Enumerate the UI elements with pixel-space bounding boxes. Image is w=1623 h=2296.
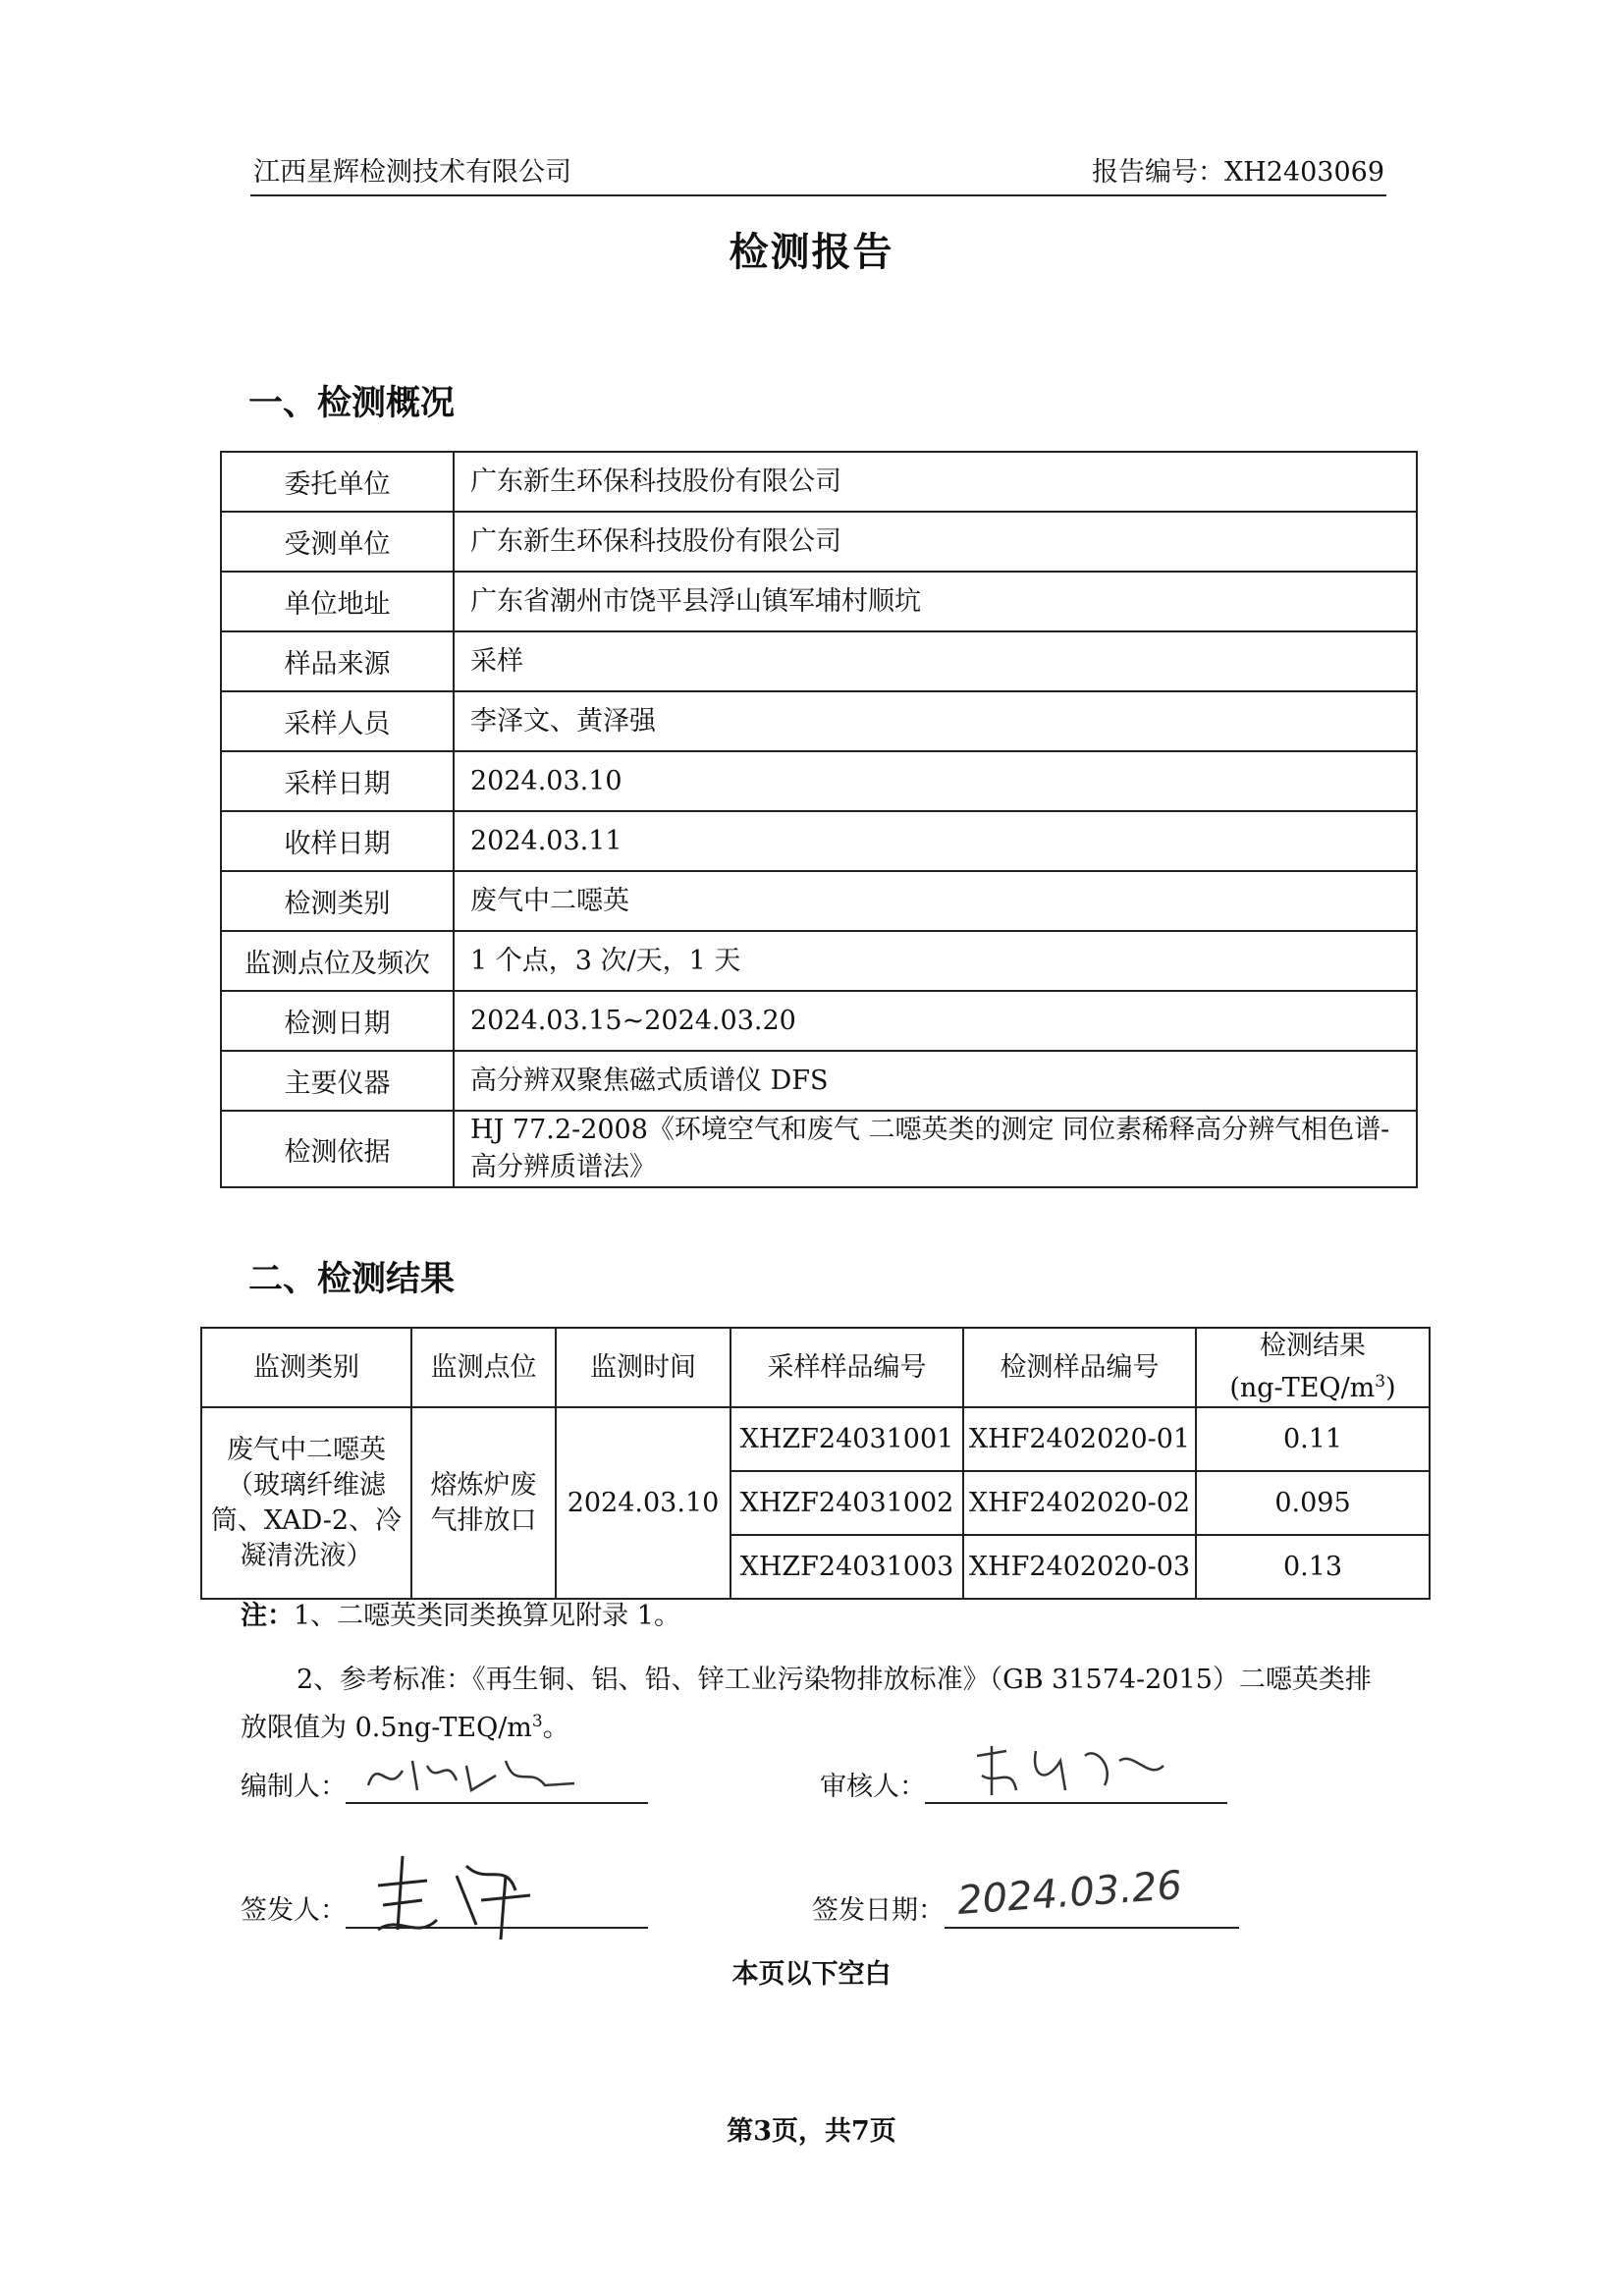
- note-label: 注：: [241, 1601, 294, 1631]
- overview-value: 广东省潮州市饶平县浮山镇军埔村顺坑: [454, 572, 1417, 631]
- table-row: [201, 1407, 1430, 1471]
- table-row: [221, 572, 1417, 631]
- issue-date-handwritten: 2024.03.26: [955, 1863, 1184, 1924]
- table-row: [221, 631, 1417, 691]
- reviewer-signature: [967, 1736, 1183, 1805]
- sample-id: XHZF24031002: [730, 1471, 963, 1535]
- test-id: XHF2402020-01: [963, 1407, 1196, 1471]
- overview-key: 监测点位及频次: [221, 931, 454, 991]
- overview-key: 委托单位: [221, 452, 454, 512]
- col-header-result: [1196, 1328, 1430, 1407]
- table-row: [221, 931, 1417, 991]
- col-header-time: 监测时间: [556, 1328, 730, 1407]
- result-value: 0.095: [1196, 1471, 1430, 1535]
- col-header-test-id: 检测样品编号: [963, 1328, 1196, 1407]
- col-header-point: 监测点位: [411, 1328, 556, 1407]
- report-number: 报告编号：XH2403069: [1091, 157, 1384, 188]
- overview-value: 2024.03.15~2024.03.20: [454, 991, 1417, 1051]
- header-divider: [250, 194, 1386, 196]
- note-2: 2、参考标准：《再生铜、铝、铅、锌工业污染物排放标准》（GB 31574-2015）二噁英类排放限值为 $0.5ng-TEQ/m^3$。: [241, 1665, 1372, 1743]
- table-row: [221, 811, 1417, 871]
- note-1: 注：1、二噁英类同类换算见附录 1。: [241, 1601, 680, 1631]
- overview-key: 收样日期: [221, 811, 454, 871]
- overview-key: 主要仪器: [221, 1051, 454, 1111]
- test-id: XHF2402020-02: [963, 1471, 1196, 1535]
- result-value: 0.13: [1196, 1535, 1430, 1599]
- issue-date-label: 签发日期：: [812, 1895, 945, 1926]
- col-header-category: 监测类别: [201, 1328, 411, 1407]
- issue-date-line: [945, 1927, 1239, 1929]
- overview-value: 采样: [454, 631, 1417, 691]
- overview-key: 样品来源: [221, 631, 454, 691]
- overview-value: 2024.03.10: [454, 751, 1417, 811]
- page-title: 检测报告: [729, 229, 894, 275]
- overview-table: [220, 451, 1418, 1188]
- table-row: [221, 871, 1417, 931]
- overview-value: 2024.03.11: [454, 811, 1417, 871]
- result-category: 废气中二噁英（玻璃纤维滤筒、XAD-2、冷凝清洗液）: [201, 1407, 411, 1599]
- preparer-signature: [358, 1746, 594, 1805]
- result-point: 熔炼炉废气排放口: [411, 1407, 556, 1599]
- overview-value: 废气中二噁英: [454, 871, 1417, 931]
- table-row: [221, 512, 1417, 572]
- overview-key: 检测日期: [221, 991, 454, 1051]
- overview-key: 采样日期: [221, 751, 454, 811]
- page-number: 第3页，共7页: [727, 2116, 896, 2147]
- overview-value: 广东新生环保科技股份有限公司: [454, 452, 1417, 512]
- table-row: [221, 1111, 1417, 1187]
- overview-value: 广东新生环保科技股份有限公司: [454, 512, 1417, 572]
- table-row: [221, 691, 1417, 751]
- overview-value: 李泽文、黄泽强: [454, 691, 1417, 751]
- overview-value: 高分辨双聚焦磁式质谱仪 DFS: [454, 1051, 1417, 1111]
- company-name: 江西星辉检测技术有限公司: [253, 157, 571, 188]
- preparer-label: 编制人：: [241, 1772, 347, 1802]
- test-id: XHF2402020-03: [963, 1535, 1196, 1599]
- overview-key: 检测类别: [221, 871, 454, 931]
- table-row: [221, 751, 1417, 811]
- overview-value: 1 个点，3 次/天，1 天: [454, 931, 1417, 991]
- sample-id: XHZF24031003: [730, 1535, 963, 1599]
- col-header-result-title: 检测结果: [1260, 1331, 1366, 1361]
- table-row: [221, 991, 1417, 1051]
- result-value: 0.11: [1196, 1407, 1430, 1471]
- section-heading-overview: 一、检测概况: [248, 383, 456, 423]
- overview-key: 受测单位: [221, 512, 454, 572]
- result-time: 2024.03.10: [556, 1407, 730, 1599]
- col-header-sample-id: 采样样品编号: [730, 1328, 963, 1407]
- issuer-signature: [358, 1846, 555, 1944]
- overview-key: 采样人员: [221, 691, 454, 751]
- table-row: [221, 452, 1417, 512]
- overview-key: 单位地址: [221, 572, 454, 631]
- results-header-row: [201, 1328, 1430, 1407]
- results-table: [200, 1327, 1431, 1600]
- issuer-label: 签发人：: [241, 1895, 347, 1926]
- sample-id: XHZF24031001: [730, 1407, 963, 1471]
- section-heading-results: 二、检测结果: [248, 1259, 456, 1299]
- table-row: [221, 1051, 1417, 1111]
- overview-value: HJ 77.2-2008《环境空气和废气 二噁英类的测定 同位素稀释高分辨气相色谱-高分辨质谱法》: [454, 1111, 1417, 1187]
- end-of-page-text: 本页以下空白: [731, 1959, 892, 1990]
- reviewer-label: 审核人：: [820, 1772, 926, 1802]
- overview-key: 检测依据: [221, 1111, 454, 1187]
- col-header-result-unit: $(ng-TEQ/m^3)$: [1229, 1372, 1396, 1403]
